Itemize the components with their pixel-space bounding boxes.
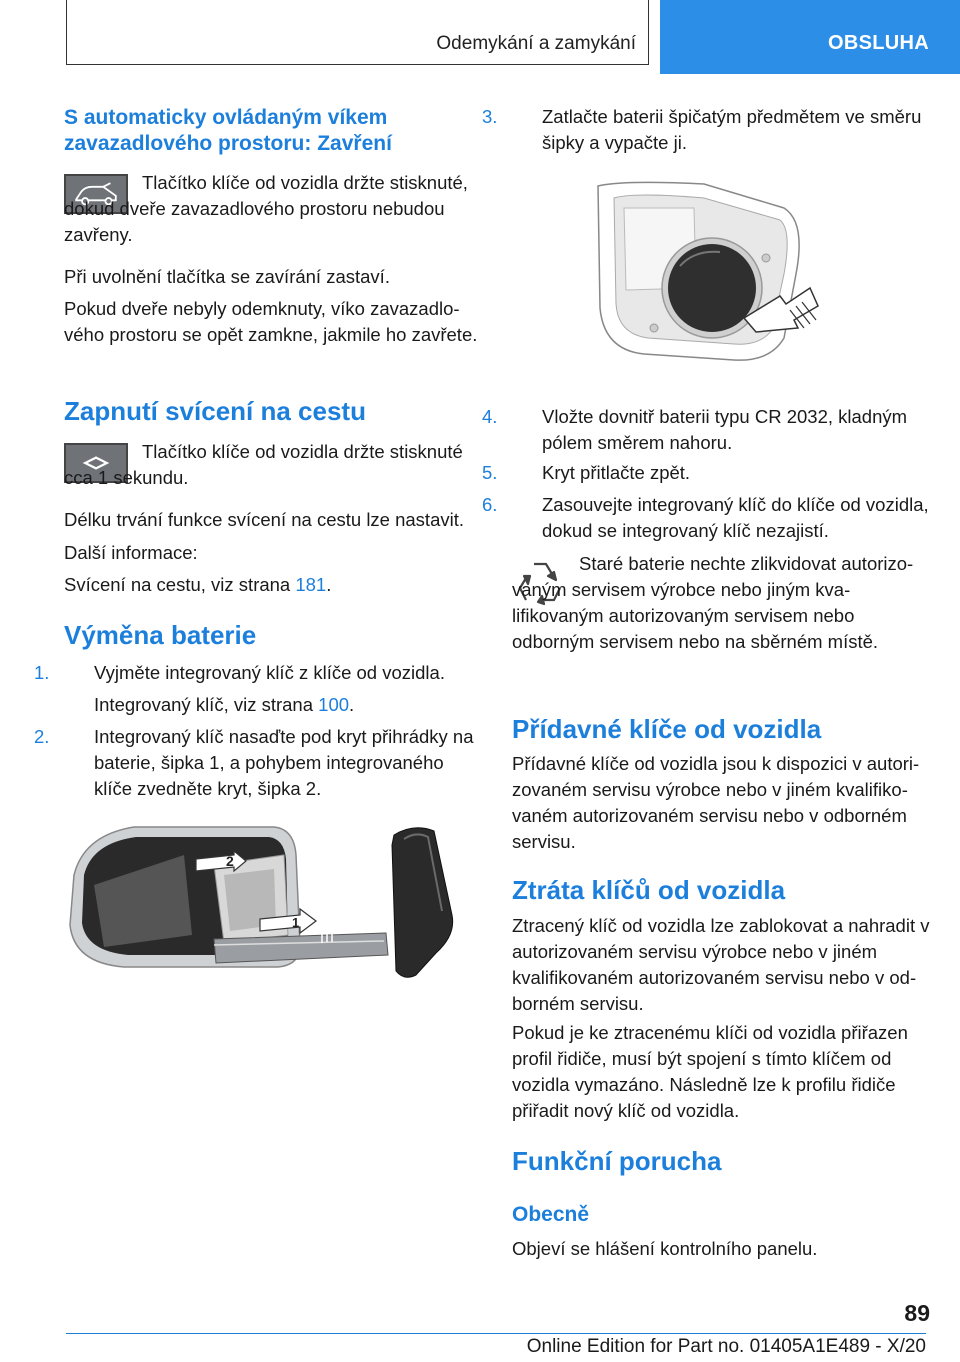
step-text: Kryt přitlačte zpět. — [542, 462, 691, 483]
section-title: Odemykání a zamykání — [436, 33, 636, 54]
footer-divider — [66, 1333, 926, 1334]
battery-step-4 — [482, 404, 932, 456]
battery-compartment-illustration — [584, 178, 824, 368]
path-light-heading: Zapnutí svícení na cestu — [64, 396, 366, 426]
lost-keys-heading: Ztráta klíčů od vozidla — [512, 875, 786, 905]
battery-step-5 — [482, 460, 932, 486]
path-light-reference-text: Svícení na cestu, viz strana — [64, 574, 296, 595]
extra-keys-heading: Přídavné klíče od vozidla — [512, 714, 822, 744]
battery-step-2 — [34, 724, 484, 802]
tailgate-paragraph-2: Při uvolnění tlačítka se zavírání zastaví. — [64, 266, 390, 287]
step-number: 3. — [482, 106, 498, 127]
battery-step-1 — [34, 660, 479, 686]
page-link-181[interactable]: 181 — [295, 574, 327, 595]
extra-keys-text: Přídavné klíče od vozidla jsou k dispozici v autorizovaném servisu výrobce nebo v jiném kvalifikovaném autorizovaném servisu nebo v odborném servisu. — [512, 753, 920, 852]
lost-keys-paragraph-2: Pokud je ke ztracenému klíči od vozidla přiřazen profil řidiče, musí být spojení s tímto klíčem od vozidla vymazáno. Následně lze k profilu řidiče přiřadit nový klíč od vozidla. — [512, 1022, 908, 1121]
page-link-100[interactable]: 100 — [318, 694, 350, 715]
step-1-reference-end: . — [349, 694, 355, 715]
step-number: 2. — [34, 726, 50, 747]
malfunction-heading: Funkční porucha — [512, 1146, 722, 1176]
battery-step-6 — [482, 492, 932, 544]
battery-step-1-reference — [94, 692, 479, 718]
recycle-note: Staré baterie nechte zlikvidovat autorizovaným servisem výrobce nebo jiným kvalifikovaným autorizovaným servisem nebo odborným servisem nebo na sběrném místě. — [512, 553, 914, 652]
arrow-label-1: 1 — [292, 915, 300, 930]
tailgate-heading: S automaticky ovládaným víkem zavazadlového prostoru: Zavření — [64, 106, 392, 155]
tailgate-paragraph-3: Pokud dveře nebyly odemknuty, víko zavazadlového prostoru se opět zamkne, jakmile ho zavřete. — [64, 298, 478, 345]
edition-text: Online Edition for Part no. 01405A1E489 - X/20 — [526, 1336, 926, 1357]
step-text: Zasouvejte integrovaný klíč do klíče od vozidla, dokud se integrovaný klíč nezajistí. — [542, 494, 929, 541]
path-light-paragraph-2: Délku trvání funkce svícení na cestu lze nastavit. — [64, 509, 464, 530]
step-number: 5. — [482, 462, 498, 483]
tailgate-text: Tlačítko klíče od vozidla držte stisknuté, dokud dveře zavazadlového prostoru nebudou zavřeny. — [64, 172, 468, 245]
path-light-reference — [64, 572, 479, 598]
arrow-label-2: 2 — [226, 853, 234, 869]
chapter-tab[interactable]: OBSLUHA — [660, 0, 960, 74]
lost-keys-paragraph-1: Ztracený klíč od vozidla lze zablokovat a nahradit v autorizovaném servisu výrobce nebo v jiném kvalifikovaném autorizovaném servisu nebo v odborném servisu. — [512, 915, 930, 1014]
path-light-paragraph-3: Další informace: — [64, 542, 198, 563]
step-number: 4. — [482, 406, 498, 427]
path-light-text: Tlačítko klíče od vozidla držte stisknuté cca 1 sekundu. — [64, 441, 463, 488]
key-cover-illustration — [64, 815, 484, 1005]
path-light-reference-end: . — [326, 574, 332, 595]
general-text: Objeví se hlášení kontrolního panelu. — [512, 1238, 818, 1259]
step-text: Integrovaný klíč nasaďte pod kryt přihrádky na baterie, šipka 1, a pohybem integrovaného klíče zvedněte kryt, šipka 2. — [94, 726, 474, 799]
general-subheading: Obecně — [512, 1203, 590, 1226]
step-1-reference-text: Integrovaný klíč, viz strana — [94, 694, 319, 715]
step-text: Vyjměte integrovaný klíč z klíče od vozidla. — [94, 662, 445, 683]
battery-step-3 — [482, 104, 932, 156]
page-number: 89 — [904, 1300, 930, 1326]
step-number: 6. — [482, 494, 498, 515]
battery-heading: Výměna baterie — [64, 620, 257, 650]
step-text: Vložte dovnitř baterii typu CR 2032, kladným pólem směrem nahoru. — [542, 406, 908, 453]
step-text: Zatlačte baterii špičatým předmětem ve směru šipky a vypačte ji. — [542, 106, 922, 153]
step-number: 1. — [34, 662, 50, 683]
